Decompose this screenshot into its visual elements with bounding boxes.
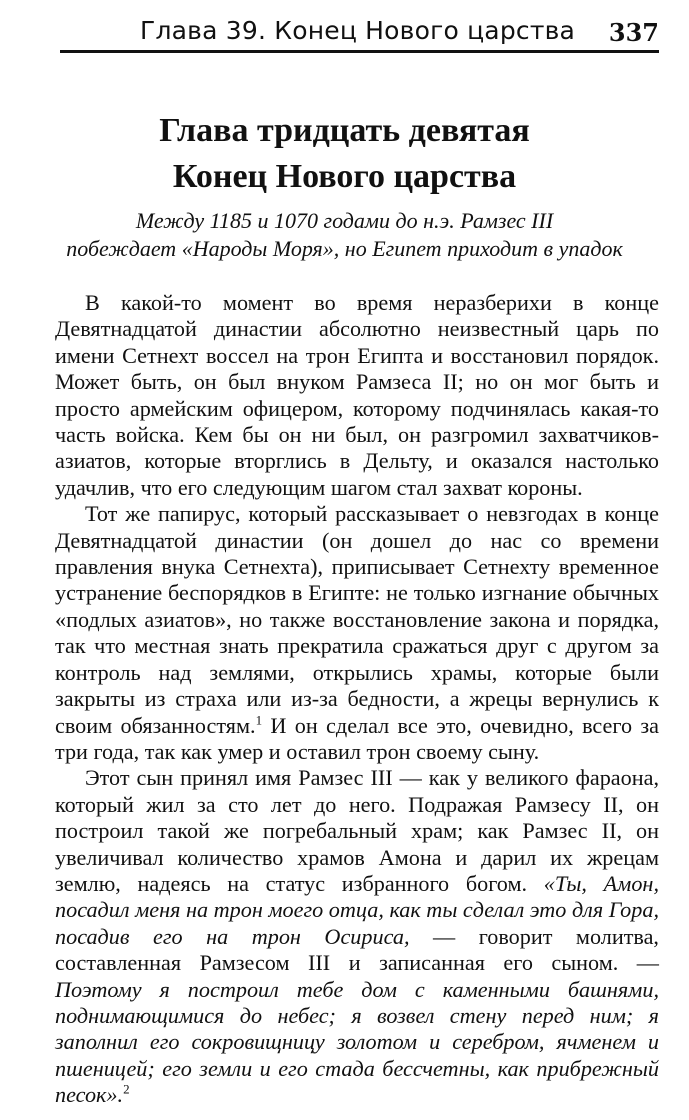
chapter-title-line1: Глава тридцать девятая (159, 112, 530, 149)
running-header (60, 10, 659, 53)
chapter-subtitle-line1: Между 1185 и 1070 годами до н.э. Рамзес III (135, 208, 554, 233)
prayer-quote-1: «Ты, Амон, посадил меня на трон моего отца, как ты сделал это для Гора, посадив его на трон Осириса, (55, 870, 660, 949)
paragraph-3-text-b: — говорит молитва, составленная Рамзесом III и записанная его сыном. — (55, 923, 659, 976)
running-title: Глава 39. Конец Нового царства (140, 16, 576, 45)
paragraph-3 (55, 765, 659, 1108)
paragraph-3-text-a: Этот сын принял имя Рамзес III — как у великого фараона, который жил за сто лет до него. Подражая Рамзесу II, он построил такой же погребальный храм; как Рамзес II, он увеличивал количество храмов Амона и дарил их жрецам землю, надеясь на статус избранного богом. (55, 765, 659, 896)
paragraph-2-text: Тот же папирус, который рассказывает о невзгодах в конце Девятнадцатой династии (он дошел до нас со времени правления внука Сетнехта), приписывает Сетнехту временное устранение беспорядков в Египте: не только изгнание обычных «подлых азиатов», но также восстановление закона и порядка, так что местная знать прекратила сражаться друг с другом за контроль над землями, открылись храмы, которые были закрыты из страха или из-за бедности, а жрецы вернулись к своим обязанностям. (55, 501, 659, 738)
paragraph-2 (55, 501, 659, 765)
paragraph-1: В какой-то момент во время неразберихи в конце Девятнадцатой династии абсолютно неизвестный царь по имени Сетнехт воссел на трон Египта и восстановил порядок. Может быть, он был внуком Рамзеса II; но он мог быть и просто армейским офицером, которому подчинялась какая-то часть войска. Кем бы он ни был, он разгромил захватчиков-азиатов, которые вторглись в Дельту, и оказался настолько удачлив, что его следующим шагом стал захват короны. (55, 290, 659, 500)
body-text (55, 290, 659, 1109)
chapter-title-line2: Конец Нового царства (172, 158, 517, 195)
chapter-subtitle-line2: побеждает «Народы Моря», но Египет приходит в упадок (66, 236, 623, 261)
footnote-ref-1[interactable]: 1 (255, 712, 263, 728)
page-number: 337 (608, 18, 659, 47)
footnote-ref-2[interactable]: 2 (123, 1081, 130, 1097)
paragraph-2-tail: И он сделал все это, очевидно, всего за три года, так как умер и оставил трон своему сыну. (55, 712, 659, 764)
prayer-quote-2: Поэтому я построил тебе дом с каменными башнями, поднимающимися до небес; я возвел стену перед ним; я заполнил его сокровищницу золотом и серебром, ячменем и пшеницей; его земли и его стада бессчетны, как прибрежный песок». (55, 976, 659, 1108)
